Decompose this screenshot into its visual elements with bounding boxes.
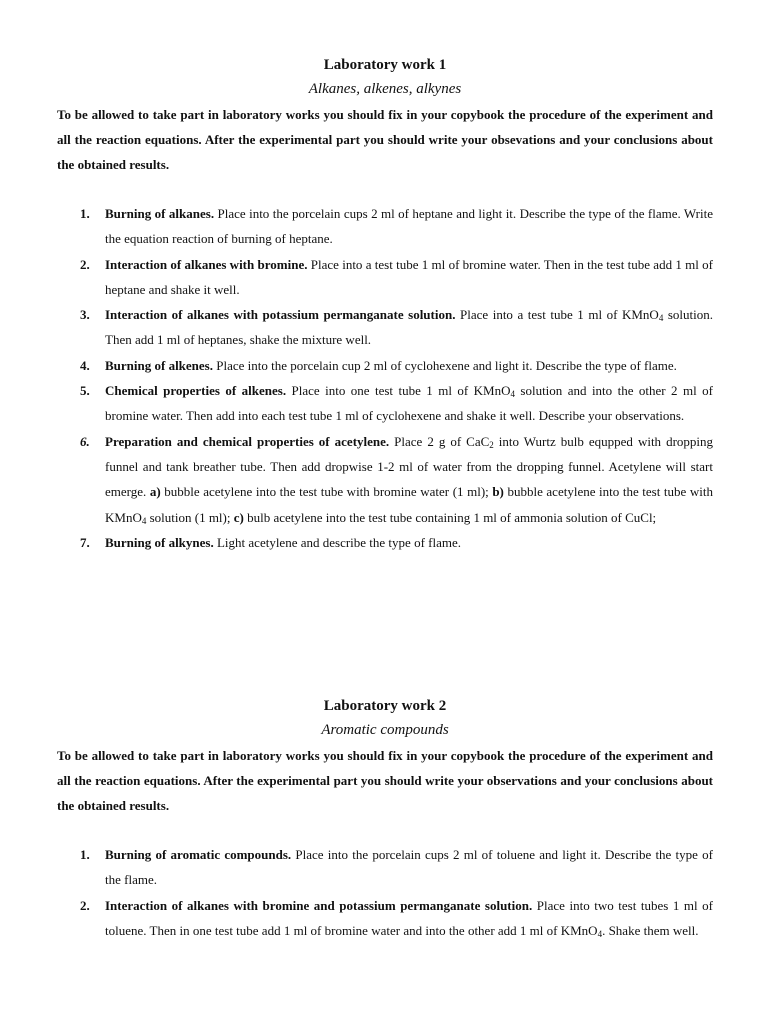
step-title: Burning of alkynes.: [105, 534, 214, 550]
step-number: 3.: [80, 307, 90, 323]
step-text: bubble acetylene into the test tube with KMnO: [105, 484, 713, 525]
step-title: Burning of alkanes.: [105, 206, 215, 221]
step-title: Chemical properties of alkenes.: [105, 383, 287, 399]
step-text: . Shake them well.: [602, 922, 699, 938]
step-text: Place into the porcelain cup 2 ml of cyclohexene and light it. Describe the type of flame.: [213, 357, 677, 373]
subscript: 4: [597, 928, 603, 939]
step-text: Place into two test tubes 1 ml of toluene. Then in one test tube add 1 ml of bromine water and into the other add 1 ml of KMnO: [105, 897, 713, 938]
list-item: [57, 302, 713, 353]
lab-work-2-section: [57, 695, 713, 943]
sub-step-label: b): [492, 484, 504, 500]
list-item: [57, 429, 713, 530]
lab-work-1-title: Laboratory work 1: [323, 57, 447, 73]
step-number: 6.: [80, 433, 90, 449]
step-title: Interaction of alkanes with bromine and potassium permanganate solution.: [105, 897, 533, 913]
step-number: 2.: [80, 256, 90, 272]
step-text: Place 2 g of CaC: [389, 433, 490, 449]
sub-step-label: c): [233, 509, 244, 525]
step-title: Burning of aromatic compounds.: [105, 847, 292, 862]
step-title: Preparation and chemical properties of acetylene.: [105, 433, 390, 449]
list-item: [57, 530, 713, 555]
step-text: Light acetylene and describe the type of flame.: [213, 534, 461, 550]
list-item: [57, 378, 713, 429]
step-text: Place into one test tube 1 ml of KMnO: [286, 383, 511, 399]
step-title: Interaction of alkanes with potassium permanganate solution.: [105, 307, 456, 323]
lab-work-2-title: Laboratory work 2: [323, 698, 447, 714]
subscript: 4: [510, 389, 515, 400]
list-item: [57, 842, 713, 893]
step-number: 1.: [80, 847, 90, 862]
step-number: 1.: [80, 206, 90, 221]
step-number: 4.: [80, 357, 90, 373]
lab-work-2-steps: [57, 842, 713, 943]
step-text: bulb acetylene into the test tube containing 1 ml of ammonia solution of CuCl;: [243, 509, 657, 525]
step-number: 2.: [80, 897, 90, 913]
step-title: Burning of alkenes.: [105, 357, 213, 373]
step-text: Place into a test tube 1 ml of KMnO: [455, 307, 659, 323]
subscript: 4: [658, 313, 664, 324]
step-text: solution. Then add 1 ml of heptanes, shake the mixture well.: [105, 307, 713, 348]
step-text: solution and into the other 2 ml of bromine water. Then add into each test tube 1 ml of cyclohexene and shake it well. Describe your observations.: [105, 383, 713, 424]
step-text: solution (1 ml);: [146, 509, 234, 525]
lab-work-2-intro: To be allowed to take part in laboratory works you should fix in your copybook the procedure of the experiment and all the reaction equations. After the experimental part you should write your observations and your conclusions about the obtained results.: [57, 748, 713, 813]
step-text: Place into the porcelain cups 2 ml of toluene and light it. Describe the type of the flame.: [105, 847, 713, 888]
lab-work-1-steps: [57, 201, 713, 555]
step-text: Place into the porcelain cups 2 ml of heptane and light it. Describe the type of the flame. Write the equation reaction of burning of heptane.: [105, 206, 713, 247]
step-text: Place into a test tube 1 ml of bromine water. Then in the test tube add 1 ml of heptane and shake it well.: [105, 256, 713, 297]
list-item: [57, 353, 713, 378]
lab-work-1-subtitle: Alkanes, alkenes, alkynes: [308, 81, 462, 97]
list-item: [57, 893, 713, 944]
step-text: bubble acetylene into the test tube with bromine water (1 ml);: [160, 484, 493, 500]
step-number: 7.: [80, 534, 90, 550]
step-number: 5.: [80, 383, 90, 399]
lab-work-2-subtitle: Aromatic compounds: [321, 722, 449, 738]
step-text: into Wurtz bulb equpped with dropping funnel and tank breather tube. Then add dropwise 1-2 ml of water from the dropping funnel. Acetylene will start emerge.: [105, 433, 714, 500]
subscript: 2: [489, 439, 494, 450]
step-title: Interaction of alkanes with bromine.: [105, 256, 308, 272]
lab-work-1-section: [57, 54, 713, 555]
list-item: [57, 252, 713, 303]
list-item: [57, 201, 713, 252]
sub-step-label: a): [149, 484, 161, 500]
lab-work-1-intro: To be allowed to take part in laboratory works you should fix in your copybook the procedure of the experiment and all the reaction equations. After the experimental part you should write your obsevations and your conclusions about the obtained results.: [57, 107, 713, 172]
subscript: 4: [141, 515, 147, 526]
